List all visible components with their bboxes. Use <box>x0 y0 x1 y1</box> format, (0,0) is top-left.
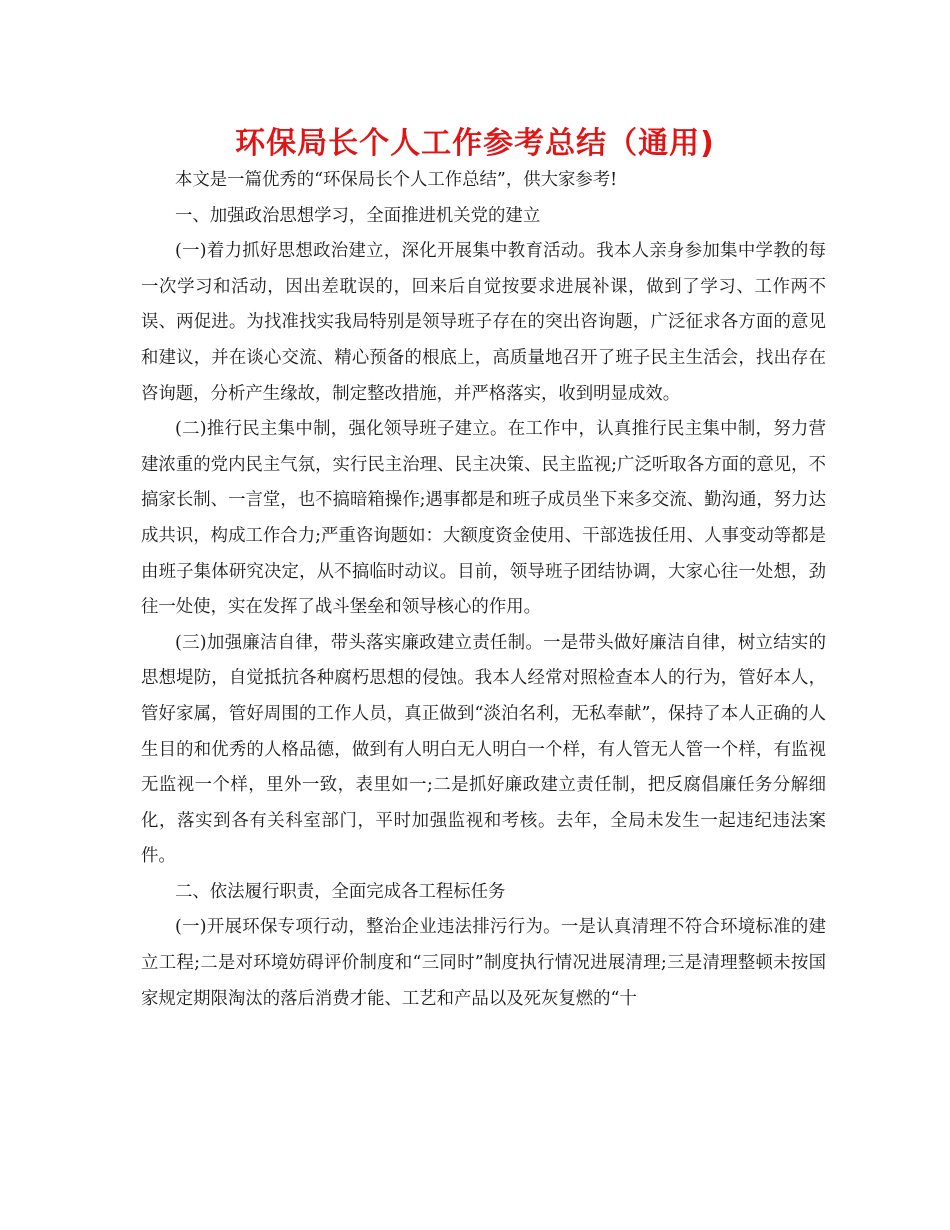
body-paragraph: (二)推行民主集中制，强化领导班子建立。在工作中，认真推行民主集中制，努力营建浓重的党内民主气氛，实行民主治理、民主决策、民主监视;广泛听取各方面的意见，不搞家长制、一言堂，也不搞暗箱操作;遇事都是和班子成员坐下来多交流、勤沟通，努力达成共识，构成工作合力;严重咨询题如：大额度资金使用、干部选拔任用、人事变动等都是由班子集体研究决定，从不搞临时动议。目前，领导班子团结协调，大家心往一处想，劲往一处使，实在发挥了战斗堡垒和领导核心的作用。 <box>141 419 826 618</box>
section-heading: 一、加强政治思想学习，全面推进机关党的建立 <box>175 205 541 226</box>
section-heading: 二、依法履行职责，全面完成各工程标任务 <box>175 881 506 902</box>
body-paragraph: (一)着力抓好思想政治建立，深化开展集中教育活动。我本人亲身参加集中学教的每一次学习和活动，因出差耽误的，回来后自觉按要求进展补课，做到了学习、工作两不误、两促进。为找准找实我局特别是领导班子存在的突出咨询题，广泛征求各方面的意见和建议，并在谈心交流、精心预备的根底上，高质量地召开了班子民主生活会，找出存在咨询题，分析产生缘故，制定整改措施，并严格落实，收到明显成效。 <box>141 241 826 404</box>
document-body <box>141 163 826 1017</box>
body-paragraph: (一)开展环保专项行动，整治企业违法排污行为。一是认真清理不符合环境标准的建立工程;二是对环境妨碍评价制度和“三同时”制度执行情况进展清理;三是清理整顿未按国家规定期限淘汰的落后消费才能、工艺和产品以及死灰复燃的“十 <box>141 917 826 1009</box>
document-title: 环保局长个人工作参考总结（通用) <box>235 126 715 161</box>
body-paragraph: (三)加强廉洁自律，带头落实廉政建立责任制。一是带头做好廉洁自律，树立结实的思想堤防，自觉抵抗各种腐朽思想的侵蚀。我本人经常对照检查本人的行为，管好本人，管好家属，管好周围的工作人员，真正做到“淡泊名利，无私奉献”，保持了本人正确的人生目的和优秀的人格品德，做到有人明白无人明白一个样，有人管无人管一个样，有监视无监视一个样，里外一致，表里如一;二是抓好廉政建立责任制，把反腐倡廉任务分解细化，落实到各有关科室部门，平时加强监视和考核。去年，全局未发生一起违纪违法案件。 <box>141 632 826 867</box>
intro-paragraph: 本文是一篇优秀的“环保局长个人工作总结”，供大家参考! <box>175 170 618 190</box>
